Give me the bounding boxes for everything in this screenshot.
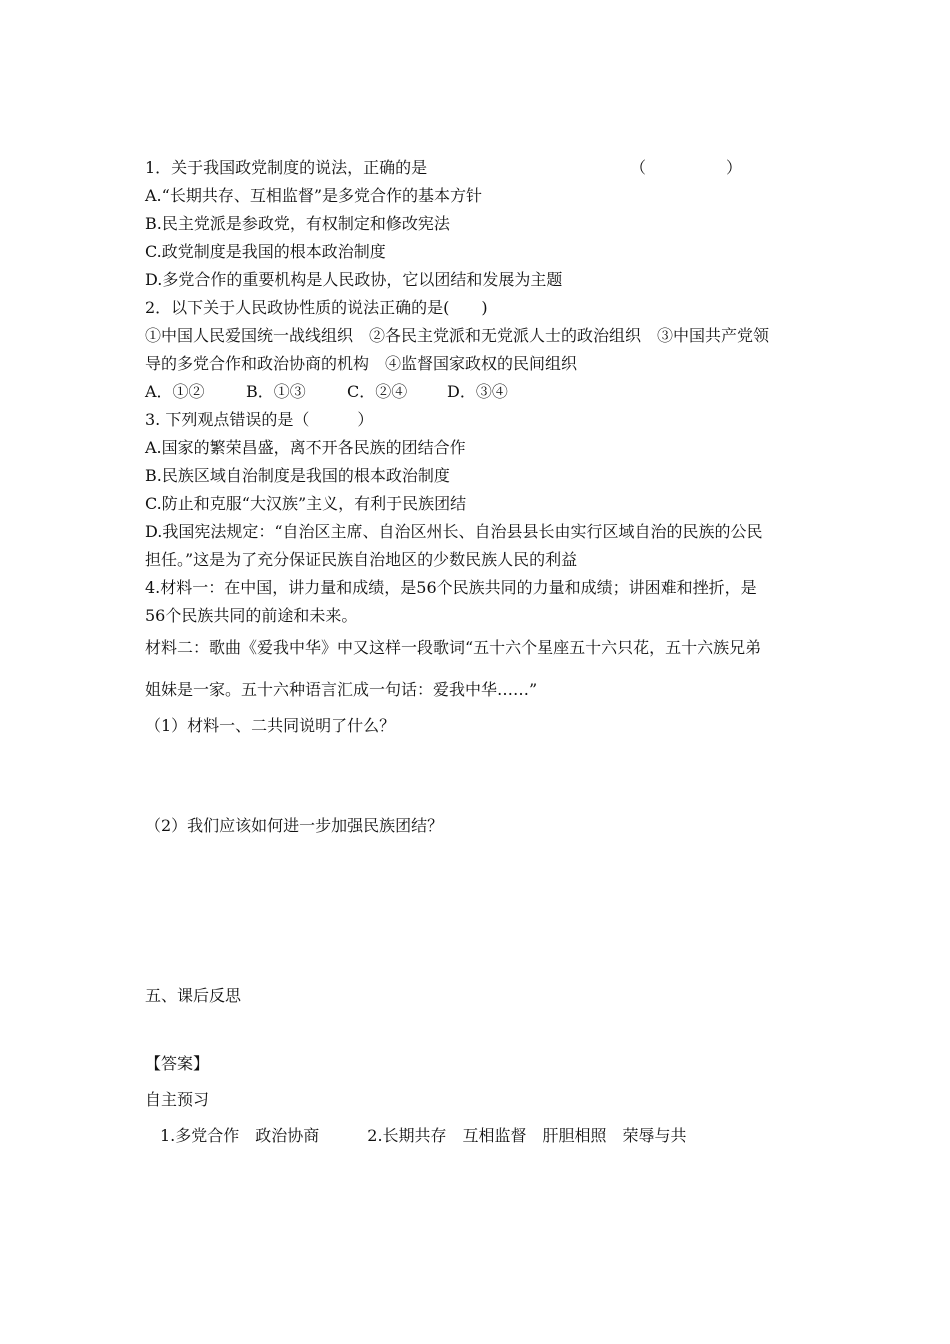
q1-option-a: A.“长期共存、互相监督”是多党合作的基本方针: [145, 186, 483, 205]
q2-choice-b: B．①③: [246, 382, 306, 401]
q4-material2-line1: 材料二：歌曲《爱我中华》中又这样一段歌词“五十六个星座五十六只花，五十六族兄弟: [145, 638, 762, 657]
q4-material2-line2: 姐妹是一家。五十六种语言汇成一句话：爱我中华……”: [145, 680, 538, 699]
section-5-heading: 五、课后反思: [145, 986, 242, 1005]
q3-option-d: D.我国宪法规定：“自治区主席、自治区州长、自治县县长由实行区域自治的民族的公民: [145, 522, 763, 541]
q1-option-b: B.民主党派是参政党，有权制定和修改宪法: [145, 214, 450, 233]
q2-body-line2: 导的多党合作和政治协商的机构 ④监督国家政权的民间组织: [145, 354, 578, 373]
q2-choice-a: A．①②: [145, 382, 205, 401]
q1-answer-paren: （ ）: [630, 158, 743, 177]
q2-choice-c: C．②④: [347, 382, 408, 401]
q1-option-d: D.多党合作的重要机构是人民政协，它以团结和发展为主题: [145, 270, 563, 289]
q4-subquestion-2: （2）我们应该如何进一步加强民族团结？: [145, 816, 444, 835]
q3-option-b: B.民族区域自治制度是我国的根本政治制度: [145, 466, 450, 485]
q2-body-line1: ①中国人民爱国统一战线组织 ②各民主党派和无党派人士的政治组织 ③中国共产党领: [145, 326, 770, 345]
answers-heading: 【答案】: [145, 1054, 210, 1073]
q4-material1-line2: 56个民族共同的前途和未来。: [145, 606, 358, 625]
q3-option-a: A.国家的繁荣昌盛，离不开各民族的团结合作: [145, 438, 466, 457]
q4-subquestion-1: （1）材料一、二共同说明了什么？: [145, 716, 396, 735]
q3-option-c: C.防止和克服“大汉族”主义，有利于民族团结: [145, 494, 467, 513]
q4-material1-line1: 4.材料一：在中国，讲力量和成绩，是56个民族共同的力量和成绩；讲困难和挫折，是: [145, 578, 757, 597]
q2-choices: [145, 382, 508, 402]
answers-subheading: 自主预习: [145, 1090, 210, 1109]
q1-stem: 1．关于我国政党制度的说法，正确的是: [145, 158, 428, 177]
q3-option-d-cont: 担任。”这是为了充分保证民族自治地区的少数民族人民的利益: [145, 550, 578, 569]
q2-choice-d: D．③④: [447, 382, 508, 401]
q1-option-c: C.政党制度是我国的根本政治制度: [145, 242, 386, 261]
q2-stem: 2．以下关于人民政协性质的说法正确的是( ): [145, 298, 488, 317]
q3-stem: 3. 下列观点错误的是（ ）: [145, 410, 374, 429]
answers-line: 1.多党合作 政治协商 2.长期共存 互相监督 肝胆相照 荣辱与共: [160, 1126, 687, 1145]
